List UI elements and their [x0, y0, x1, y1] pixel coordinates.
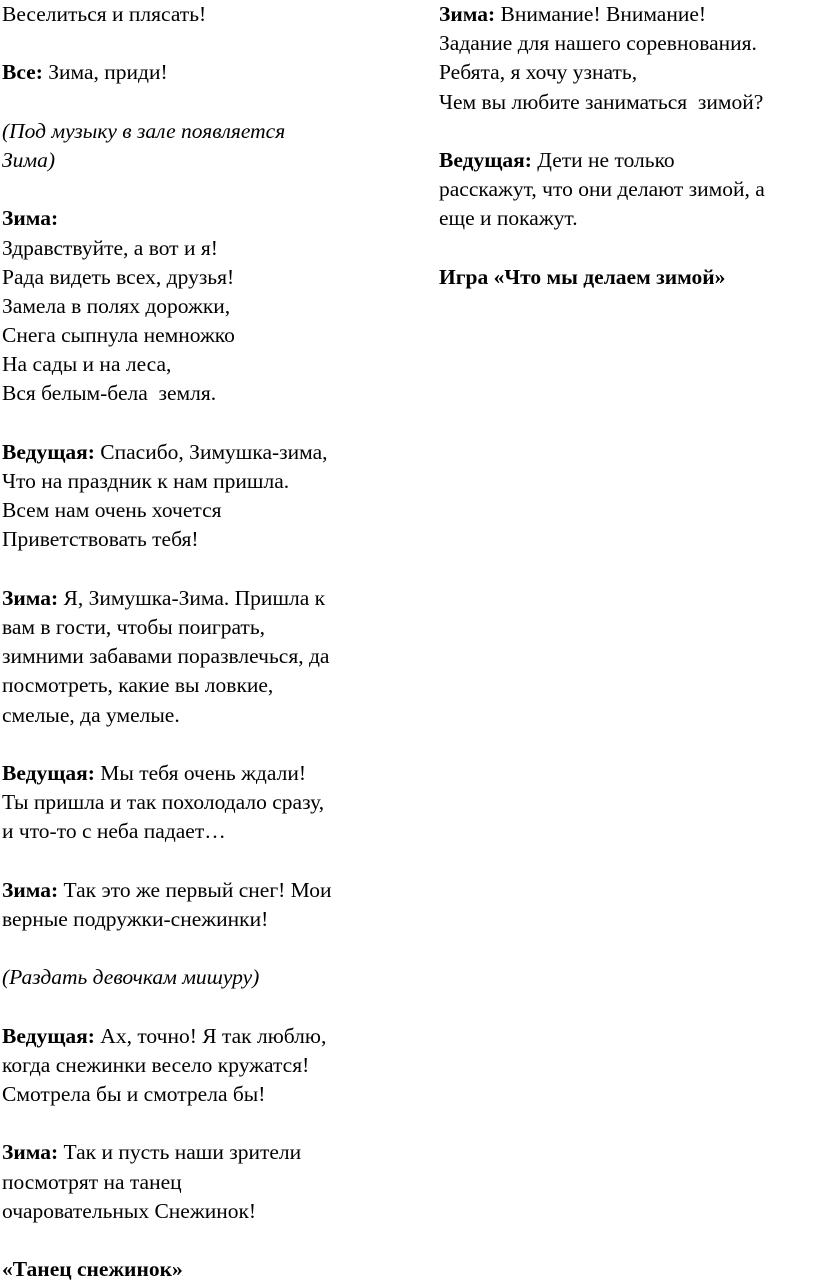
line-text: Рада видеть всех, друзья!: [2, 264, 235, 289]
line-text: Снега сыпнула немножко: [2, 323, 235, 348]
dialogue-line: [439, 0, 816, 29]
line-text: Я, Зимушка-Зима. Пришла к: [58, 585, 326, 610]
line-text: Внимание! Внимание!: [495, 2, 707, 26]
left-column: [2, 0, 402, 1284]
text-line: [2, 613, 402, 642]
paragraph-spacer: [2, 555, 402, 584]
text-line: [2, 263, 402, 292]
line-text: посмотреть, какие вы ловкие,: [2, 673, 274, 698]
dialogue-line: [2, 1138, 402, 1167]
text-line: [439, 88, 816, 117]
speaker-name: Ведущая:: [2, 439, 95, 464]
paragraph-spacer: [2, 409, 402, 438]
text-line: [2, 1051, 402, 1080]
line-text: Веселиться и плясать!: [2, 2, 207, 26]
paragraph-spacer: [2, 846, 402, 875]
dialogue-line: [2, 584, 402, 613]
text-line: [2, 234, 402, 263]
line-text: Ребята, я хочу узнать,: [439, 60, 638, 85]
stage-direction: Зима): [2, 147, 56, 172]
line-text: Чем вы любите заниматься зимой?: [439, 89, 764, 114]
text-line: [2, 525, 402, 554]
line-text: зимними забавами поразвлечься, да: [2, 644, 330, 669]
dialogue-line: [2, 1022, 402, 1051]
section-heading: Зима:: [2, 206, 59, 231]
line-text: очаровательных Снежинок!: [2, 1198, 257, 1223]
paragraph-spacer: [2, 88, 402, 117]
text-line: [2, 1080, 402, 1109]
dialogue-line: [2, 876, 402, 905]
paragraph-spacer: [439, 234, 816, 263]
dialogue-line: [439, 146, 816, 175]
paragraph-spacer: [2, 29, 402, 58]
paragraph-spacer: [2, 730, 402, 759]
text-line: [2, 701, 402, 730]
text-line: [2, 671, 402, 700]
paragraph-spacer: [2, 1226, 402, 1255]
section-heading: «Танец снежинок»: [2, 1257, 183, 1282]
text-line: [439, 29, 816, 58]
dialogue-line: [2, 438, 402, 467]
line-text: и что-то с неба падает…: [2, 819, 226, 844]
line-text: когда снежинки весело кружатся!: [2, 1052, 310, 1077]
speaker-name: Ведущая:: [2, 760, 95, 785]
text-line: [2, 0, 402, 29]
line-text: смелые, да умелые.: [2, 702, 180, 727]
line-text: Зима, приди!: [42, 60, 168, 85]
line-text: Дети не только: [531, 147, 675, 172]
line-text: Смотрела бы и смотрела бы!: [2, 1081, 266, 1106]
paragraph-spacer: [439, 117, 816, 146]
line-text: Замела в полях дорожки,: [2, 293, 231, 318]
text-line: [439, 175, 816, 204]
line-text: посмотрят на танец: [2, 1169, 182, 1194]
text-line: [439, 204, 816, 233]
line-text: Спасибо, Зимушка-зима,: [94, 439, 328, 464]
speaker-name: Зима:: [2, 877, 59, 902]
section-heading: Игра «Что мы делаем зимой»: [439, 264, 726, 289]
line-text: Здравствуйте, а вот и я!: [2, 235, 218, 260]
text-line: [2, 817, 402, 846]
text-line: [2, 321, 402, 350]
line-text: Всем нам очень хочется: [2, 498, 222, 523]
line-text: Что на праздник к нам пришла.: [2, 469, 290, 493]
text-line: [2, 467, 402, 496]
speaker-name: Все:: [2, 60, 43, 85]
line-text: Ты пришла и так похолодало сразу,: [2, 790, 325, 815]
line-text: расскажут, что они делают зимой, а: [439, 177, 765, 202]
speaker-name: Зима:: [439, 2, 496, 26]
text-line: [2, 496, 402, 525]
text-line: [2, 350, 402, 379]
text-line: [2, 642, 402, 671]
paragraph-spacer: [2, 175, 402, 204]
line-text: Мы тебя очень ждали!: [94, 760, 306, 785]
text-line: [2, 292, 402, 321]
text-line: [2, 905, 402, 934]
text-line: [2, 379, 402, 408]
line-text: Приветствовать тебя!: [2, 527, 199, 552]
line-text: Ах, точно! Я так люблю,: [94, 1023, 327, 1048]
dialogue-line: [2, 58, 402, 87]
speaker-name: Ведущая:: [2, 1023, 95, 1048]
line-text: На сады и на леса,: [2, 352, 172, 377]
speaker-name: Зима:: [2, 1140, 59, 1165]
line-text: вам в гости, чтобы поиграть,: [2, 614, 266, 639]
text-line: [2, 1197, 402, 1226]
line-text: верные подружки-снежинки!: [2, 906, 269, 931]
stage-direction: (Раздать девочкам мишуру): [2, 965, 260, 990]
line-text: Так и пусть наши зрители: [58, 1140, 302, 1165]
line-text: Задание для нашего соревнования.: [439, 31, 757, 56]
paragraph-spacer: [2, 992, 402, 1021]
text-line: [2, 1168, 402, 1197]
dialogue-line: [2, 759, 402, 788]
speaker-name: Ведущая:: [439, 147, 532, 172]
text-line: [439, 58, 816, 87]
paragraph-spacer: [2, 934, 402, 963]
paragraph-spacer: [2, 1109, 402, 1138]
right-column: [439, 0, 816, 292]
line-text: Вся белым-бела земля.: [2, 381, 217, 406]
text-line: [2, 788, 402, 817]
line-text: еще и покажут.: [439, 206, 578, 231]
line-text: Так это же первый снег! Мои: [58, 877, 332, 902]
speaker-name: Зима:: [2, 585, 59, 610]
stage-direction: (Под музыку в зале появляется: [2, 118, 286, 143]
